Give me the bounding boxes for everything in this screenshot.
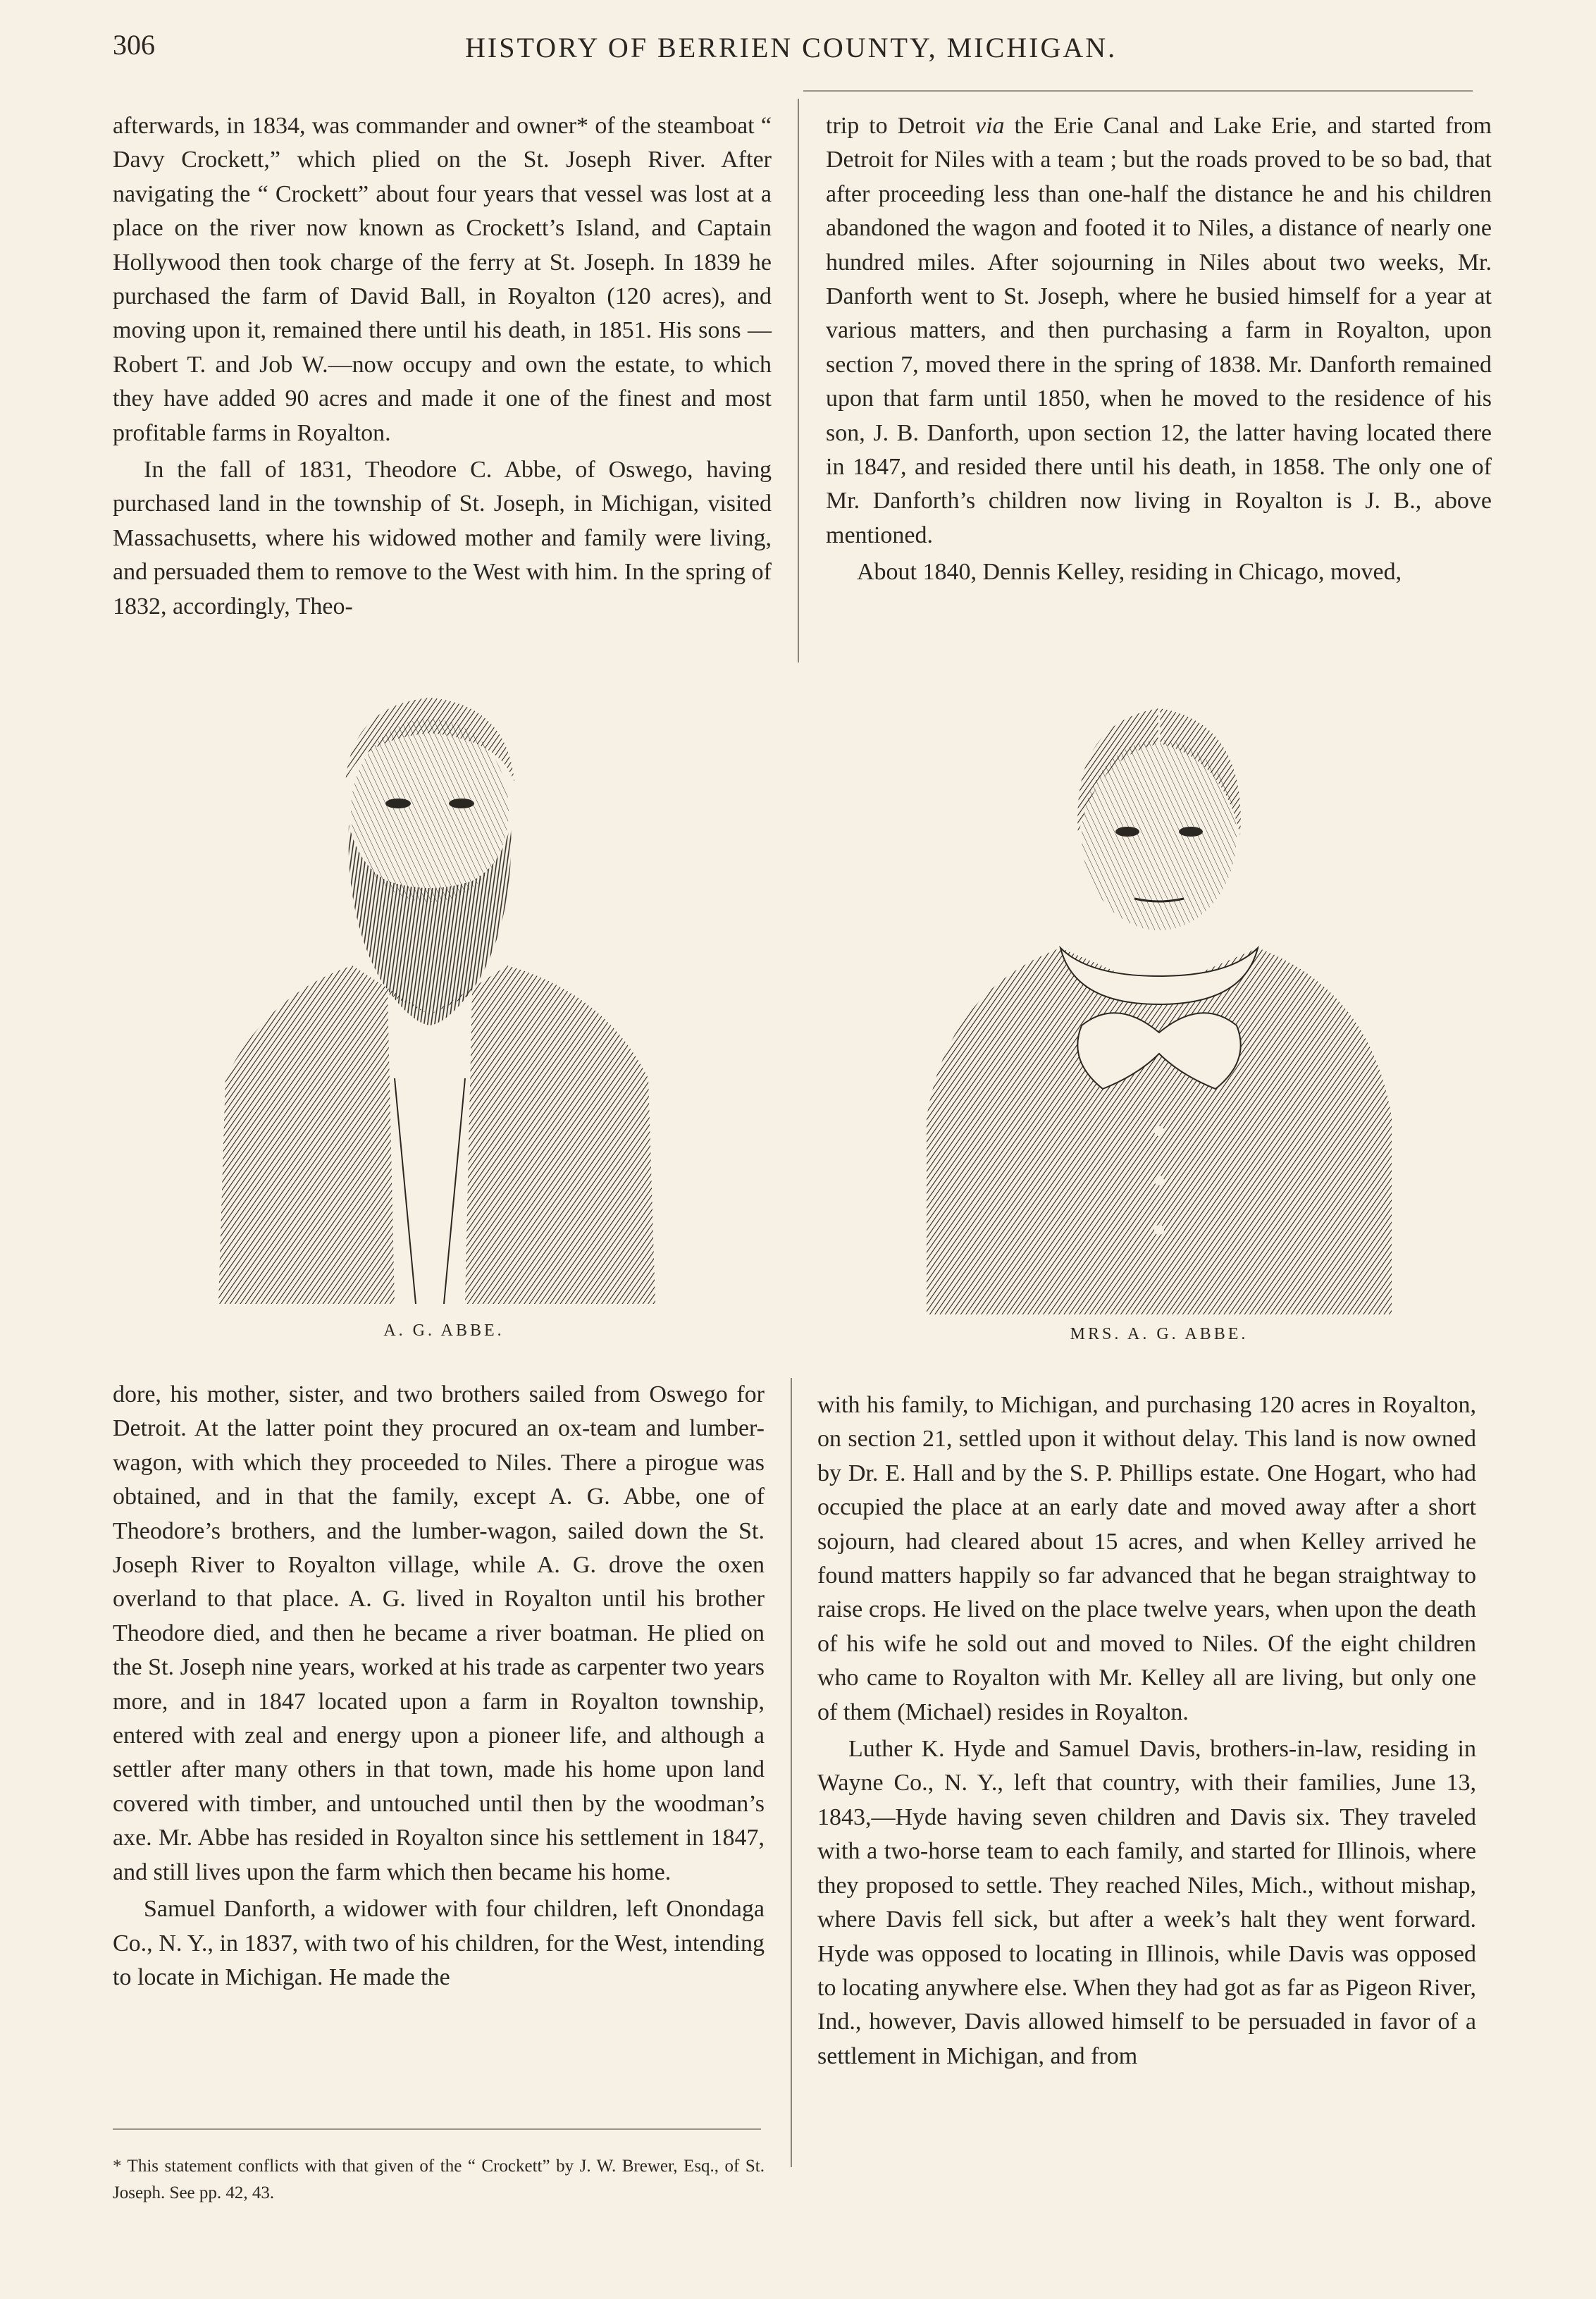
paragraph: with his family, to Michigan, and purchasing 120 acres in Royalton, on section 21, settled upon it without delay. This land is now owned by Dr. E. Hall and by the S. P. Phillips estate. One Hogart, who had occupied the place at an early date and moved away after a short sojourn, had cleared about 15 acres, and when Kelley arrived he found matters happily so far advanced that he began straightway to raise crops. He lived on the place twelve years, when upon the death of his wife he sold out and moved to Niles. Of the eight children who came to Royalton with Mr. Kelley all are living, but only one of them (Michael) resides in Royalton. <box>817 1392 1476 1725</box>
text-run: the Erie Canal and Lake Erie, and started from Detroit for Niles with a team ; but the roads proved to be so bad, that after proceeding less than one-half the distance he and his children abandoned the wagon and footed it to Niles, a distance of nearly one hundred miles. After sojourning in Niles about two weeks, Mr. Danforth went to St. Joseph, where he busied himself for a year at various matters, and then purchasing a farm in Royalton, upon section 7, moved there in the spring of 1838. Mr. Danforth remained upon that farm until 1850, when he moved to the residence of his son, J. B. Danforth, upon section 12, the latter having located there in 1847, and resided there until his death, in 1858. The only one of Mr. Danforth’s children now living in Royalton is J. B., above mentioned. <box>826 113 1492 548</box>
paragraph: Luther K. Hyde and Samuel Davis, brothers-in-law, residing in Wayne Co., N. Y., left that country, with their families, June 13, 1843,—Hyde having seven children and Davis six. They traveled with a two-horse team to each family, and started for Illinois, where they proposed to settle. They reached Niles, Mich., without mishap, where Davis fell sick, but after a week’s halt they went forward. Hyde was opposed to locating in Illinois, while Davis was opposed to locating anywhere else. When they had got as far as Pigeon River, Ind., however, Davis allowed himself to be persuaded in favor of a settlement in Michigan, and from <box>817 1736 1476 2069</box>
paragraph: afterwards, in 1834, was commander and owner* of the steamboat “ Davy Crockett,” which plied on the St. Joseph River. After navigating the “ Crockett” about four years that vessel was lost at a place on the river now known as Crockett’s Island, and Captain Hollywood then took charge of the ferry at St. Joseph. In 1839 he purchased the farm of David Ball, in Royalton (120 acres), and moving upon it, remained there until his death, in 1851. His sons —Robert T. and Job W.—now occupy and own the estate, to which they have added 90 acres and made it one of the finest and most profitable farms in Royalton. <box>113 113 772 446</box>
column-divider-top <box>798 99 799 662</box>
portrait-caption-left: A. G. ABBE. <box>383 1321 505 1340</box>
italic-word: via <box>975 113 1005 139</box>
footnote-rule <box>113 2128 761 2130</box>
portrait-woman-engraving <box>920 694 1399 1314</box>
header-rule <box>803 90 1473 92</box>
portrait-caption-right: MRS. A. G. ABBE. <box>1070 1325 1249 1343</box>
column-divider-bottom <box>791 1378 792 2167</box>
footnote: * This statement conflicts with that given of the “ Crockett” by J. W. Brewer, Esq., of St. Joseph. See pp. 42, 43. <box>113 2157 765 2202</box>
text-run: trip to Detroit <box>826 113 975 139</box>
running-title: HISTORY OF BERRIEN COUNTY, MICHIGAN. <box>465 32 1118 63</box>
paragraph: About 1840, Dennis Kelley, residing in Chicago, moved, <box>857 559 1402 586</box>
paragraph: In the fall of 1831, Theodore C. Abbe, of Oswego, having purchased land in the township of St. Joseph, in Michigan, visited Massachusetts, where his widowed mother and family were living, and persuaded them to remove to the West with him. In the spring of 1832, accordingly, Theo- <box>113 457 772 620</box>
column-right-bottom <box>817 1388 1476 2073</box>
column-left-bottom <box>113 1378 765 1995</box>
page-number: 306 <box>113 29 155 61</box>
paragraph: Samuel Danforth, a widower with four children, left Onondaga Co., N. Y., in 1837, with two of his children, for the West, intending to locate in Michigan. He made the <box>113 1896 765 1990</box>
column-right-top <box>826 109 1492 590</box>
paragraph: dore, his mother, sister, and two brothers sailed from Oswego for Detroit. At the latter point they procured an ox-team and lumber-wagon, with which they proceeded to Niles. There a pirogue was obtained, and in that the family, except A. G. Abbe, one of Theodore’s brothers, and the lumber-wagon, sailed down the St. Joseph River to Royalton village, while A. G. drove the oxen overland to that place. A. G. lived in Royalton until his brother Theodore died, and then he became a river boatman. He plied on the St. Joseph nine years, worked at his trade as carpenter two years more, and in 1847 located upon a farm in Royalton township, entered with zeal and energy upon a pioneer life, and although a settler after many others in that town, made his home upon land covered with timber, and untouched until then by the woodman’s axe. Mr. Abbe has resided in Royalton since his settlement in 1847, and still lives upon the farm which then became his home. <box>113 1381 765 1885</box>
portrait-man-engraving <box>204 684 669 1304</box>
column-left-top <box>113 109 772 624</box>
paragraph <box>826 109 1492 553</box>
